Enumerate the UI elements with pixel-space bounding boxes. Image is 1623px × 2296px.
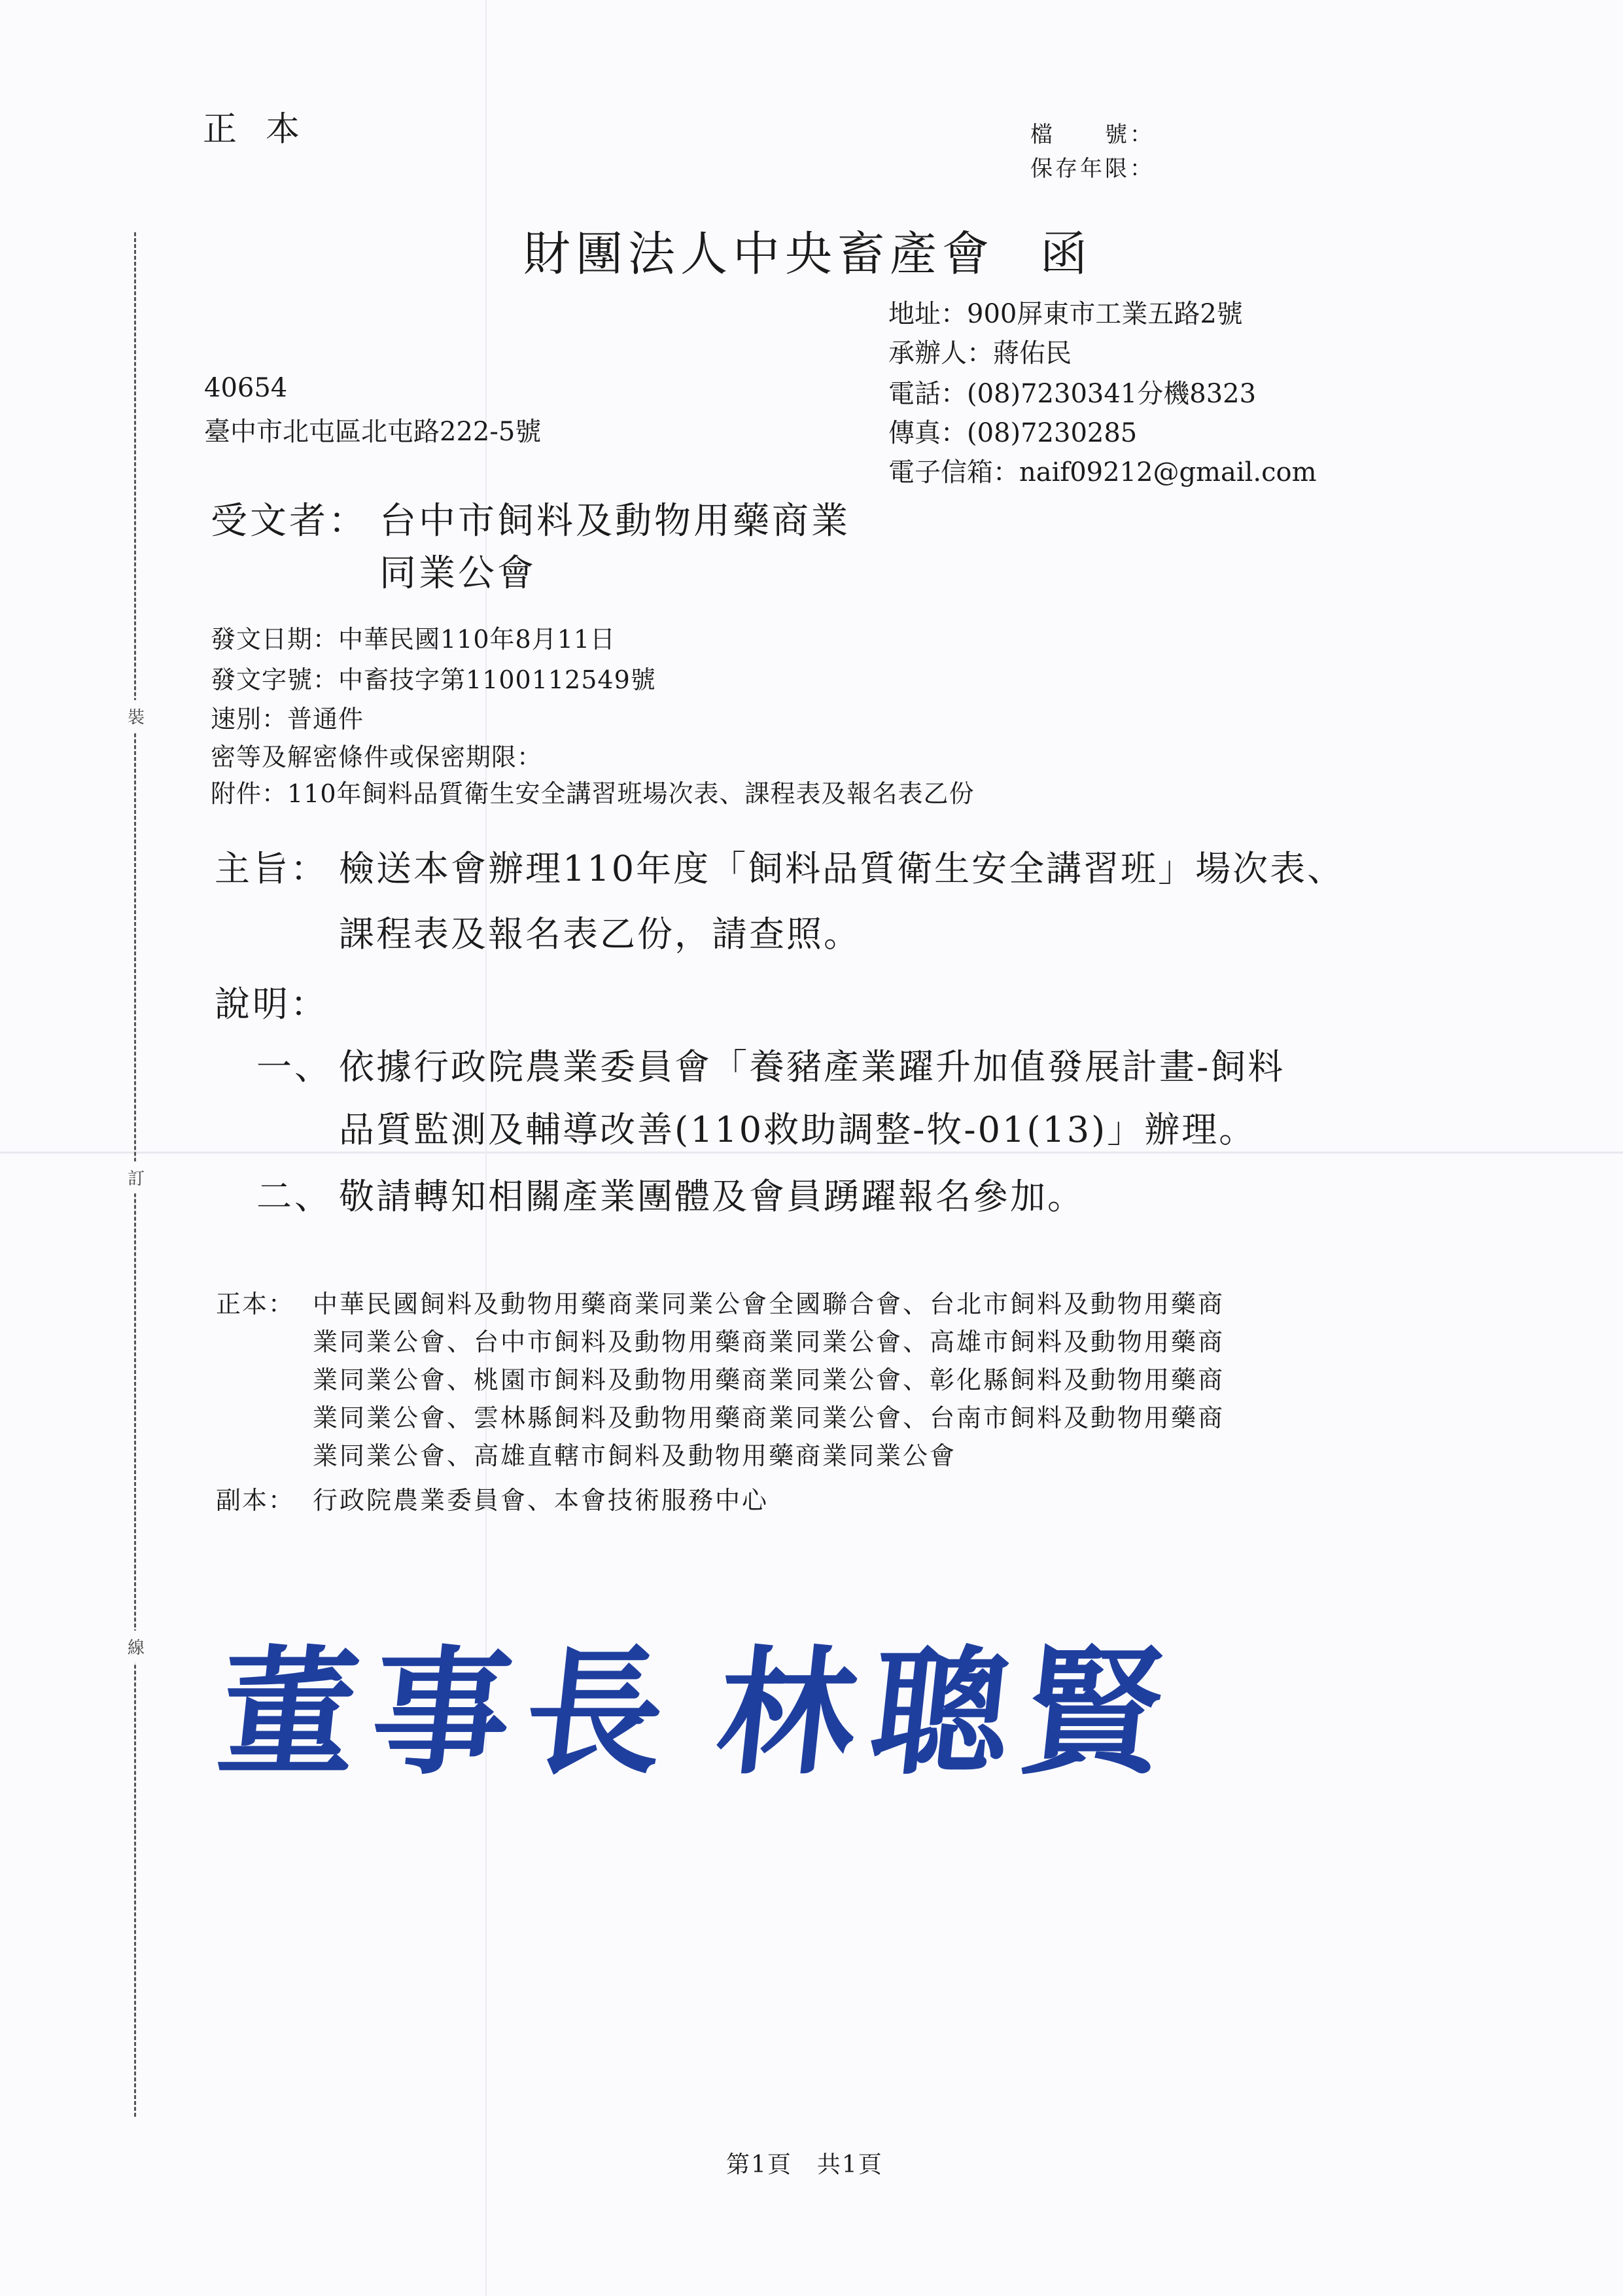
explanation-item-number: 二、 — [256, 1176, 332, 1217]
recipient-name-line1: 台中市飼料及動物用藥商業 — [379, 500, 850, 542]
binding-mark-ding: 訂 — [128, 1161, 145, 1193]
sender-fax: 傳真：(08)7230285 — [888, 418, 1138, 448]
subject-label: 主旨： — [215, 848, 328, 889]
recipient-postal-code: 40654 — [204, 373, 288, 403]
retention-period-label: 保存年限： — [1030, 156, 1155, 182]
attachment: 附件：110年飼料品質衛生安全講習班場次表、課程表及報名表乙份 — [211, 779, 975, 808]
original-recipients-line: 業同業公會、高雄直轄市飼料及動物用藥商業同業公會 — [313, 1441, 957, 1470]
copy-type-label: 正本 — [203, 110, 329, 149]
sender-email: 電子信箱：naif09212@gmail.com — [888, 457, 1317, 487]
explanation-label: 說明： — [215, 983, 328, 1025]
subject-line-1: 檢送本會辦理110年度「飼料品質衛生安全講習班」場次表、 — [339, 848, 1345, 889]
signature-name: 林聰賢 — [710, 1632, 1187, 1793]
page-number: 第1頁 共1頁 — [726, 2151, 883, 2178]
original-recipients-line: 業同業公會、台中市飼料及動物用藥商業同業公會、高雄市飼料及動物用藥商 — [313, 1328, 1225, 1356]
document-type: 函 — [1040, 226, 1088, 281]
recipient-label: 受文者： — [211, 500, 368, 542]
sender-phone: 電話：(08)7230341分機8323 — [888, 379, 1257, 409]
file-number-label: 檔 號： — [1030, 122, 1155, 148]
subject-line-2: 課程表及報名表乙份，請查照。 — [339, 913, 861, 955]
explanation-item-number: 一、 — [256, 1046, 332, 1087]
chairman-signature — [211, 1603, 1189, 1801]
signature-title: 董事長 — [211, 1632, 688, 1793]
binding-mark-zhuang: 裝 — [128, 700, 145, 732]
explanation-item-1-line2: 品質監測及輔導改善(110救助調整-牧-01(13)」辦理。 — [339, 1109, 1257, 1150]
original-recipients-label: 正本： — [216, 1290, 295, 1318]
original-recipients-line: 業同業公會、雲林縣飼料及動物用藥商業同業公會、台南市飼料及動物用藥商 — [313, 1404, 1225, 1432]
binding-mark-xian: 線 — [128, 1631, 145, 1663]
secrecy-level: 密等及解密條件或保密期限： — [211, 743, 543, 771]
sender-address: 地址：900屏東市工業五路2號 — [888, 299, 1243, 329]
explanation-item-2-line1: 敬請轉知相關產業團體及會員踴躍報名參加。 — [339, 1176, 1085, 1217]
recipient-address: 臺中市北屯區北屯路222-5號 — [204, 417, 542, 447]
copy-recipients: 行政院農業委員會、本會技術服務中心 — [313, 1486, 769, 1515]
delivery-speed: 速別：普通件 — [211, 705, 364, 733]
copy-recipients-label: 副本： — [216, 1486, 295, 1515]
explanation-item-1-line1: 依據行政院農業委員會「養豬產業躍升加值發展計畫-飼料 — [339, 1046, 1285, 1087]
document-title: 財團法人中央畜產會 — [523, 226, 995, 281]
original-recipients-line: 中華民國飼料及動物用藥商業同業公會全國聯合會、台北市飼料及動物用藥商 — [313, 1290, 1225, 1318]
original-recipients-line: 業同業公會、桃園市飼料及動物用藥商業同業公會、彰化縣飼料及動物用藥商 — [313, 1366, 1225, 1394]
recipient-name-line2: 同業公會 — [379, 552, 536, 595]
issue-date: 發文日期：中華民國110年8月11日 — [211, 625, 616, 654]
document-number: 發文字號：中畜技字第1100112549號 — [211, 665, 656, 694]
sender-handler: 承辦人：蔣佑民 — [888, 338, 1072, 368]
